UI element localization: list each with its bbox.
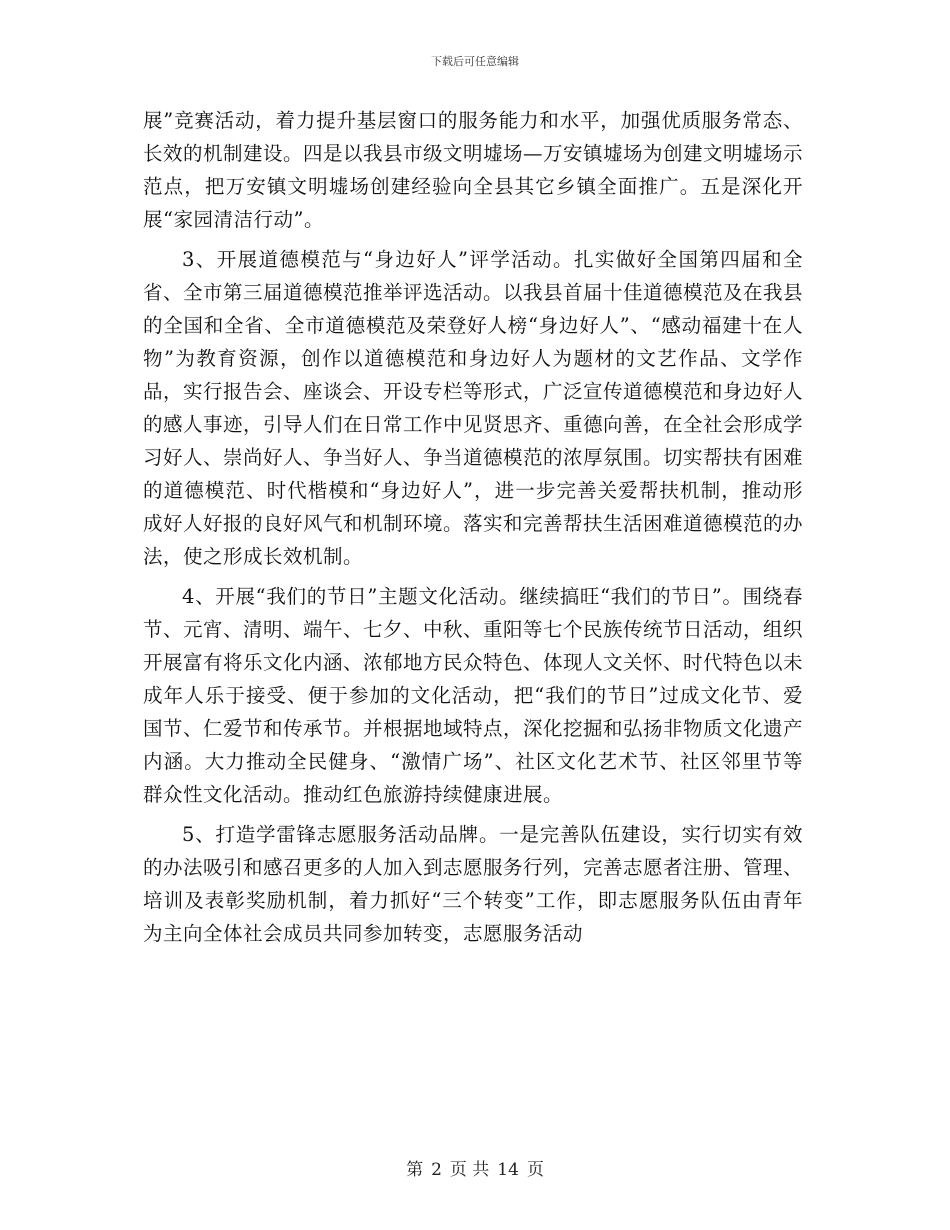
page-footer [0, 1155, 950, 1180]
document-body [143, 104, 803, 957]
footer-page-number: 2 [431, 1160, 442, 1180]
footer-total-pages: 14 [497, 1160, 519, 1180]
paragraph-our-festivals: 4、开展“我们的节日”主题文化活动。继续搞旺“我们的节日”。围绕春节、元宵、清明、端午、七夕、中秋、重阳等七个民族传统节日活动，组织开展富有将乐文化内涵、浓郁地方民众特色、体现人文关怀、时代特色以未成年人乐于接受、便于参加的文化活动，把“我们的节日”过成文化节、爱国节、仁爱节和传承节。并根据地域特点，深化挖掘和弘扬非物质文化遗产内涵。大力推动全民健身、“激情广场”、社区文化艺术节、社区邻里节等群众性文化活动。推动红色旅游持续健康进展。 [143, 585, 804, 806]
footer-prefix: 第 [406, 1160, 424, 1180]
footer-middle: 页 共 [449, 1160, 490, 1180]
paragraph-moral-models: 3、开展道德模范与“身边好人”评学活动。扎实做好全国第四届和全省、全市第三届道德模范推举评选活动。以我县首届十佳道德模范及在我县的全国和全省、全市道德模范及荣登好人榜“身边好人”、“感动福建十在人物”为教育资源，创作以道德模范和身边好人为题材的文艺作品、文学作品，实行报告会、座谈会、开设专栏等形式，广泛宣传道德模范和身边好人的感人事迹，引导人们在日常工作中见贤思齐、重德向善，在全社会形成学习好人、崇尚好人、争当好人、争当道德模范的浓厚氛围。切实帮扶有困难的道德模范、时代楷模和“身边好人”，进一步完善关爱帮扶机制，推动形成好人好报的良好风气和机制环境。落实和完善帮扶生活困难道德模范的办法，使之形成长效机制。 [143, 248, 804, 568]
page-header: 下载后可任意编辑 [431, 55, 519, 68]
paragraph-volunteer-service: 5、打造学雷锋志愿服务活动品牌。一是完善队伍建设，实行切实有效的办法吸引和感召更多的人加入到志愿服务行列，完善志愿者注册、管理、培训及表彰奖励机制，着力抓好“三个转变”工作，即志愿服务队伍由青年为主向全体社会成员共同参加转变，志愿服务活动 [143, 823, 804, 945]
paragraph-continued: 展”竞赛活动，着力提升基层窗口的服务能力和水平，加强优质服务常态、长效的机制建设。四是以我县市级文明墟场—万安镇墟场为创建文明墟场示范点，把万安镇文明墟场创建经验向全县其它乡镇全面推广。五是深化开展“家园清洁行动”。 [143, 109, 804, 231]
footer-suffix: 页 [526, 1160, 544, 1180]
